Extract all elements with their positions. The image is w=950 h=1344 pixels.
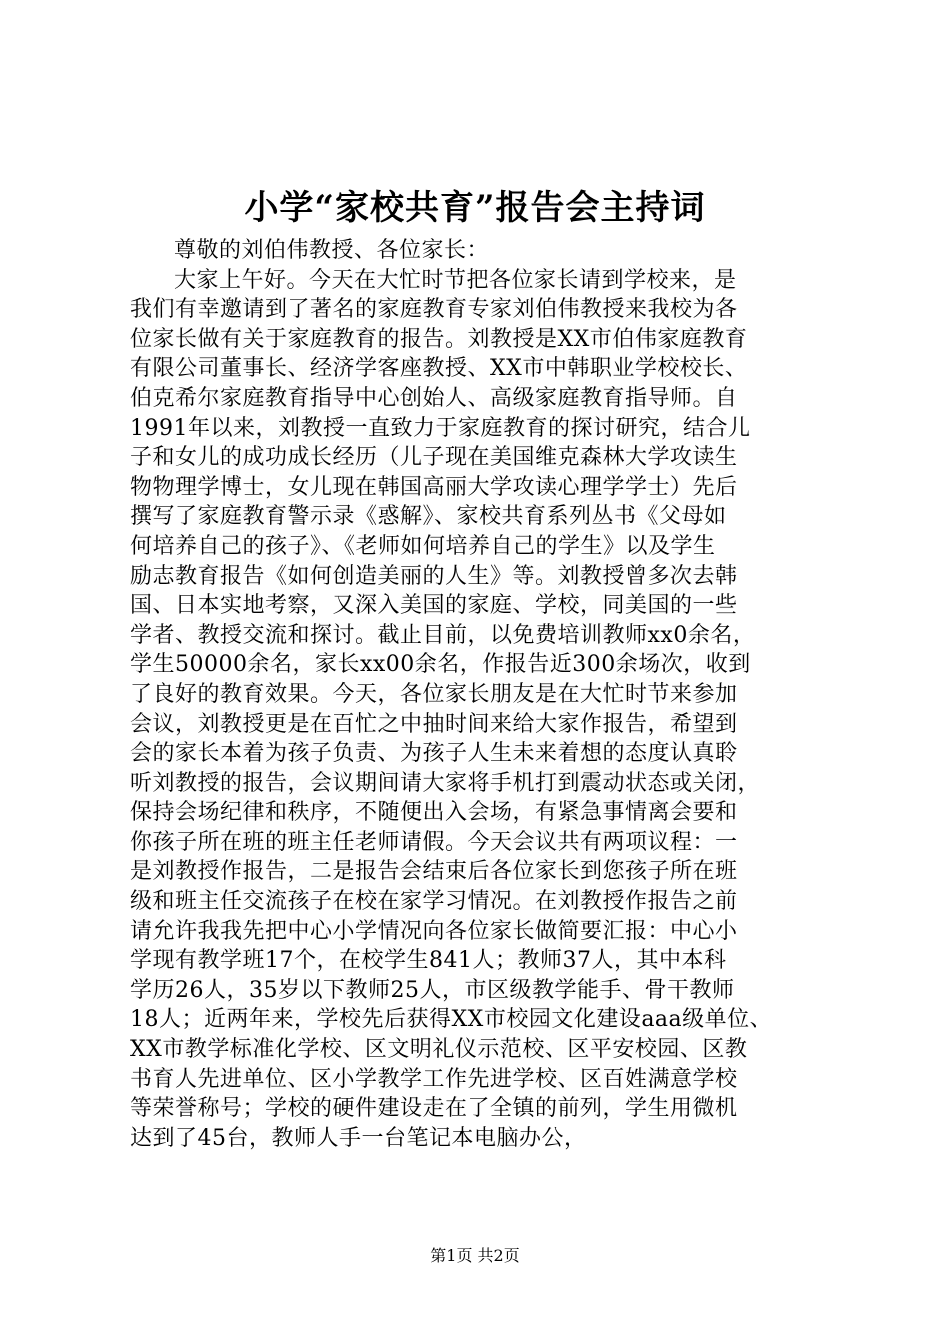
paragraph-line: 学者、教授交流和探讨。截止目前，以免费培训教师xx0余名， bbox=[130, 622, 756, 648]
paragraph-line: 听刘教授的报告，会议期间请大家将手机打到震动状态或关闭， bbox=[130, 770, 761, 796]
document-body bbox=[130, 236, 830, 1153]
paragraph-line: 达到了45台，教师人手一台笔记本电脑办公， bbox=[130, 1125, 587, 1151]
paragraph-line: 我们有幸邀请到了著名的家庭教育专家刘伯伟教授来我校为各 bbox=[130, 297, 738, 323]
paragraph-line: 学历26人，35岁以下教师25人，市区级教学能手、骨干教师 bbox=[130, 977, 735, 1003]
paragraph-line: 位家长做有关于家庭教育的报告。刘教授是XX市伯伟家庭教育 bbox=[130, 326, 748, 352]
paragraph-line: 有限公司董事长、经济学客座教授、XX市中韩职业学校校长、 bbox=[130, 356, 748, 382]
paragraph-line: 国、日本实地考察，又深入美国的家庭、学校，同美国的一些 bbox=[130, 593, 738, 619]
paragraph-line: 会议，刘教授更是在百忙之中抽时间来给大家作报告，希望到 bbox=[130, 711, 738, 737]
paragraph-line: XX市教学标准化学校、区文明礼仪示范校、区平安校园、区教 bbox=[130, 1037, 748, 1063]
paragraph-line: 大家上午好。今天在大忙时节把各位家长请到学校来，是 bbox=[174, 267, 737, 293]
paragraph-line: 伯克希尔家庭教育指导中心创始人、高级家庭教育指导师。自 bbox=[130, 385, 738, 411]
paragraph-line: 会的家长本着为孩子负责、为孩子人生未来着想的态度认真聆 bbox=[130, 741, 738, 767]
page-number-footer: 第1页 共2页 bbox=[430, 1246, 520, 1265]
paragraph-line: 书育人先进单位、区小学教学工作先进学校、区百姓满意学校 bbox=[130, 1066, 738, 1092]
paragraph-line: 级和班主任交流孩子在校在家学习情况。在刘教授作报告之前 bbox=[130, 889, 738, 915]
paragraph-line: 励志教育报告《如何创造美丽的人生》等。刘教授曾多次去韩 bbox=[130, 563, 738, 589]
paragraph-line: 子和女儿的成功成长经历（儿子现在美国维克森林大学攻读生 bbox=[130, 445, 738, 471]
paragraph-line: 保持会场纪律和秩序，不随便出入会场，有紧急事情离会要和 bbox=[130, 800, 738, 826]
paragraph-line: 你孩子所在班的班主任老师请假。今天会议共有两项议程：一 bbox=[130, 829, 738, 855]
paragraph-line: 是刘教授作报告，二是报告会结束后各位家长到您孩子所在班 bbox=[130, 859, 738, 885]
document-title: 小学“家校共育”报告会主持词 bbox=[244, 188, 706, 228]
paragraph-line: 18人；近两年来，学校先后获得XX市校园文化建设aaa级单位、 bbox=[130, 1007, 773, 1033]
paragraph-line: 学生50000余名，家长xx00余名，作报告近300余场次，收到 bbox=[130, 652, 751, 678]
paragraph-line: 等荣誉称号；学校的硬件建设走在了全镇的前列，学生用微机 bbox=[130, 1096, 738, 1122]
paragraph-line: 了良好的教育效果。今天，各位家长朋友是在大忙时节来参加 bbox=[130, 681, 738, 707]
paragraph-line: 何培养自己的孩子》、《老师如何培养自己的学生》以及学生 bbox=[130, 533, 716, 559]
paragraph-line: 学现有教学班17个，在校学生841人；教师37人，其中本科 bbox=[130, 948, 727, 974]
salutation-line: 尊敬的刘伯伟教授、各位家长： bbox=[174, 238, 490, 263]
paragraph-line: 撰写了家庭教育警示录《惑解》、家校共育系列丛书《父母如 bbox=[130, 504, 727, 530]
paragraph-line: 1991年以来，刘教授一直致力于家庭教育的探讨研究，结合儿 bbox=[130, 415, 751, 441]
paragraph-line: 物物理学博士，女儿现在韩国高丽大学攻读心理学学士）先后 bbox=[130, 474, 738, 500]
paragraph-line: 请允许我我先把中心小学情况向各位家长做简要汇报：中心小 bbox=[130, 918, 738, 944]
